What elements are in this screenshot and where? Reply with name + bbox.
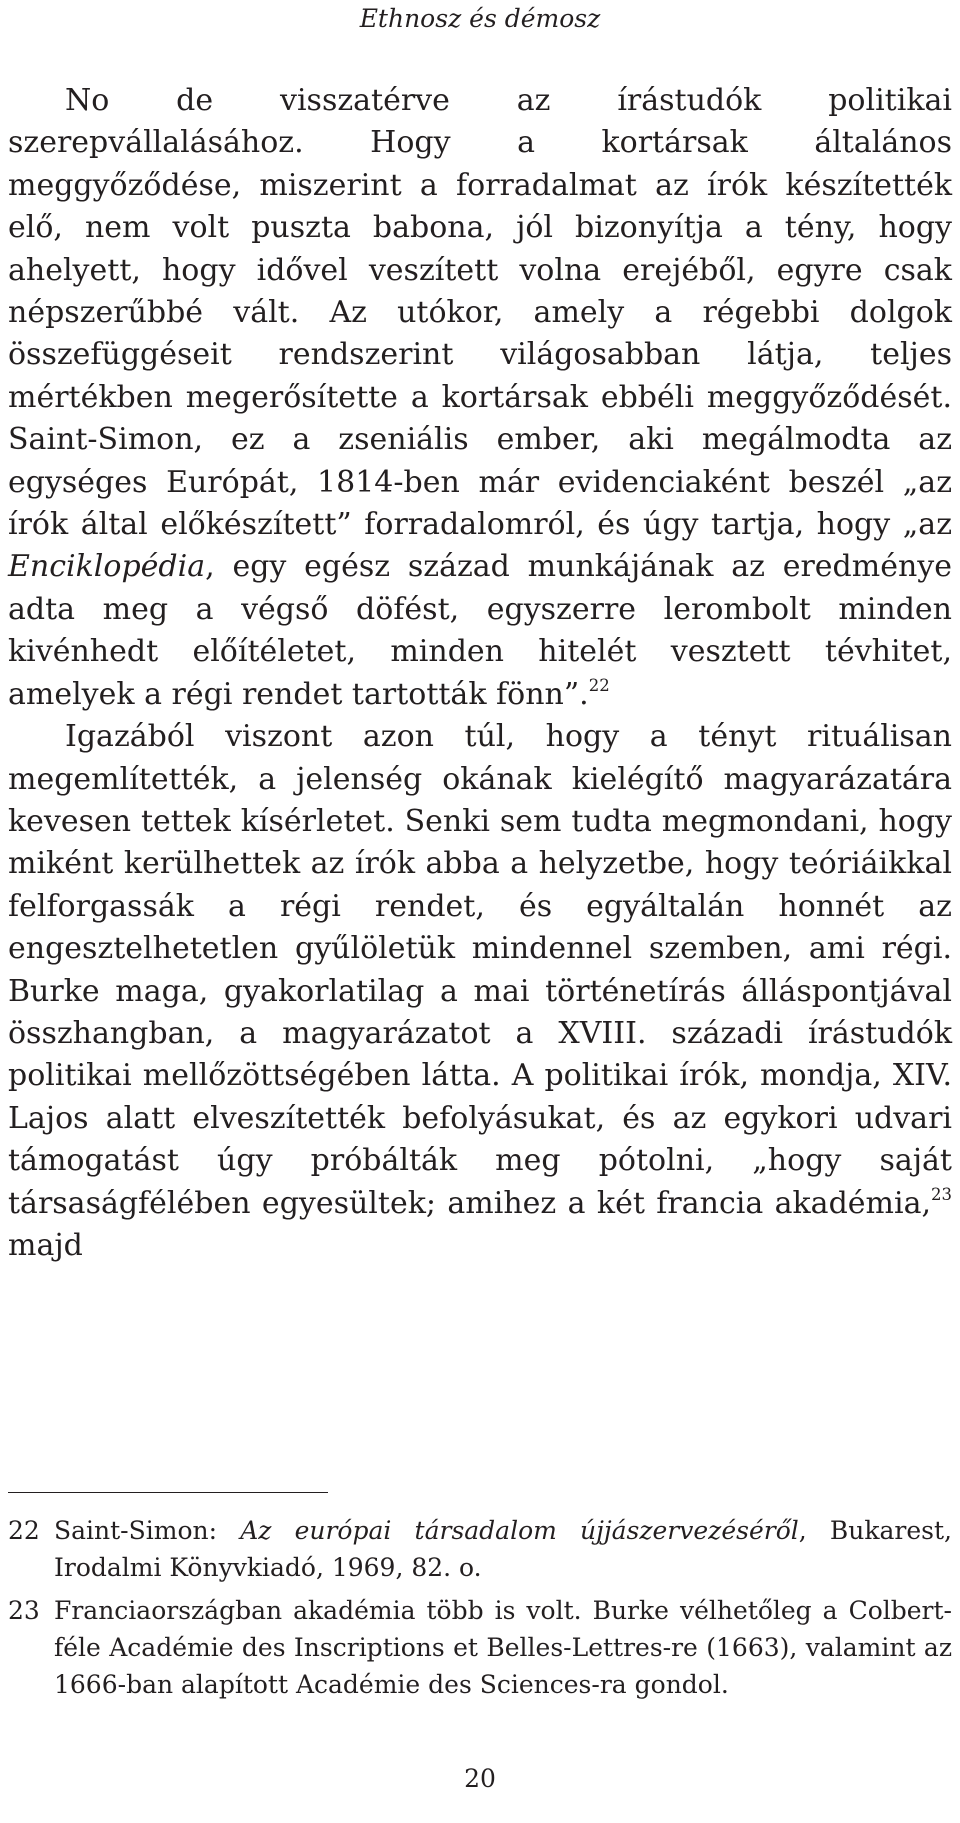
paragraph-1	[8, 80, 952, 716]
book-page	[8, 0, 952, 1823]
footnote-ref-23[interactable]: 23	[931, 1184, 952, 1204]
footnote-22	[8, 1512, 952, 1586]
footnote-italic-title: Az európai társadalom újjászervezéséről	[240, 1516, 799, 1545]
main-text	[8, 80, 952, 1267]
page-number: 20	[464, 1764, 496, 1793]
paragraph-1-text-b: , egy egész század munkájának az eredménye adta meg a végső döfést, egyszerre lerombolt minden kivénhedt előítéletet, minden hitelét vesztett tévhitet, amelyek a régi rendet tartották fönn”.	[8, 549, 952, 712]
running-title: Ethnosz és démosz	[359, 4, 601, 33]
footnote-separator	[8, 1492, 328, 1493]
footnote-text-pre: Franciaországban akadémia több is volt. Burke vélhetőleg a Colbert-féle Académie des Inscriptions et Belles-Lettres-re (1663), valamint az 1666-ban alapított Académie des Sciences-ra gondol.	[54, 1596, 952, 1699]
paragraph-2	[8, 716, 952, 1267]
paragraph-1-italic-title: Enciklopédia	[8, 549, 206, 585]
paragraph-1-text-a: No de visszatérve az írástudók politikai szerepvállalásához. Hogy a kortársak általános meggyőződése, miszerint a forradalmat az írók készítették elő, nem volt puszta babona, jól bizonyítja a tény, hogy ahelyett, hogy idővel veszített volna erejéből, egyre csak népszerűbbé vált. Az utókor, amely a régebbi dolgok összefüggéseit rendszerint világosabban látja, teljes mértékben megerősítette a kortársak ebbéli meggyőződését. Saint-Simon, ez a zseniális ember, aki megálmodta az egységes Európát, 1814-ben már evidenciaként beszél „az írók által előkészített” forradalomról, és úgy tartja, hogy „az	[8, 83, 952, 543]
footnote-number: 23	[8, 1596, 40, 1625]
paragraph-2-text-b: majd	[8, 1227, 83, 1263]
footnote-text	[54, 1512, 952, 1586]
footnotes	[8, 1512, 952, 1709]
footnote-number: 22	[8, 1516, 40, 1545]
footnote-ref-22[interactable]: 22	[588, 675, 610, 695]
footnote-text-pre: Saint-Simon:	[54, 1516, 241, 1545]
footnote-23	[8, 1592, 952, 1703]
paragraph-2-text-a: Igazából viszont azon túl, hogy a tényt rituálisan megemlítették, a jelenség okának kielégítő magyarázatára kevesen tettek kísérletet. Senki sem tudta megmondani, hogy miként kerülhettek az írók abba a helyzetbe, hogy teóriáikkal felforgassák a régi rendet, és egyáltalán honnét az engesztelhetetlen gyűlöletük mindennel szemben, ami régi. Burke maga, gyakorlatilag a mai történetírás álláspontjával összhangban, a magyarázatot a XVIII. századi írástudók politikai mellőzöttségében látta. A politikai írók, mondja, XIV. Lajos alatt elveszítették befolyásukat, és az egykori udvari támogatást úgy próbálták meg pótolni, „hogy saját társaságfélében egyesültek; amihez a két francia akadémia,	[8, 719, 952, 1221]
footnote-text	[54, 1592, 952, 1703]
footnote-text-post: , Bukarest, Irodalmi Könyvkiadó, 1969, 82. o.	[54, 1516, 952, 1582]
